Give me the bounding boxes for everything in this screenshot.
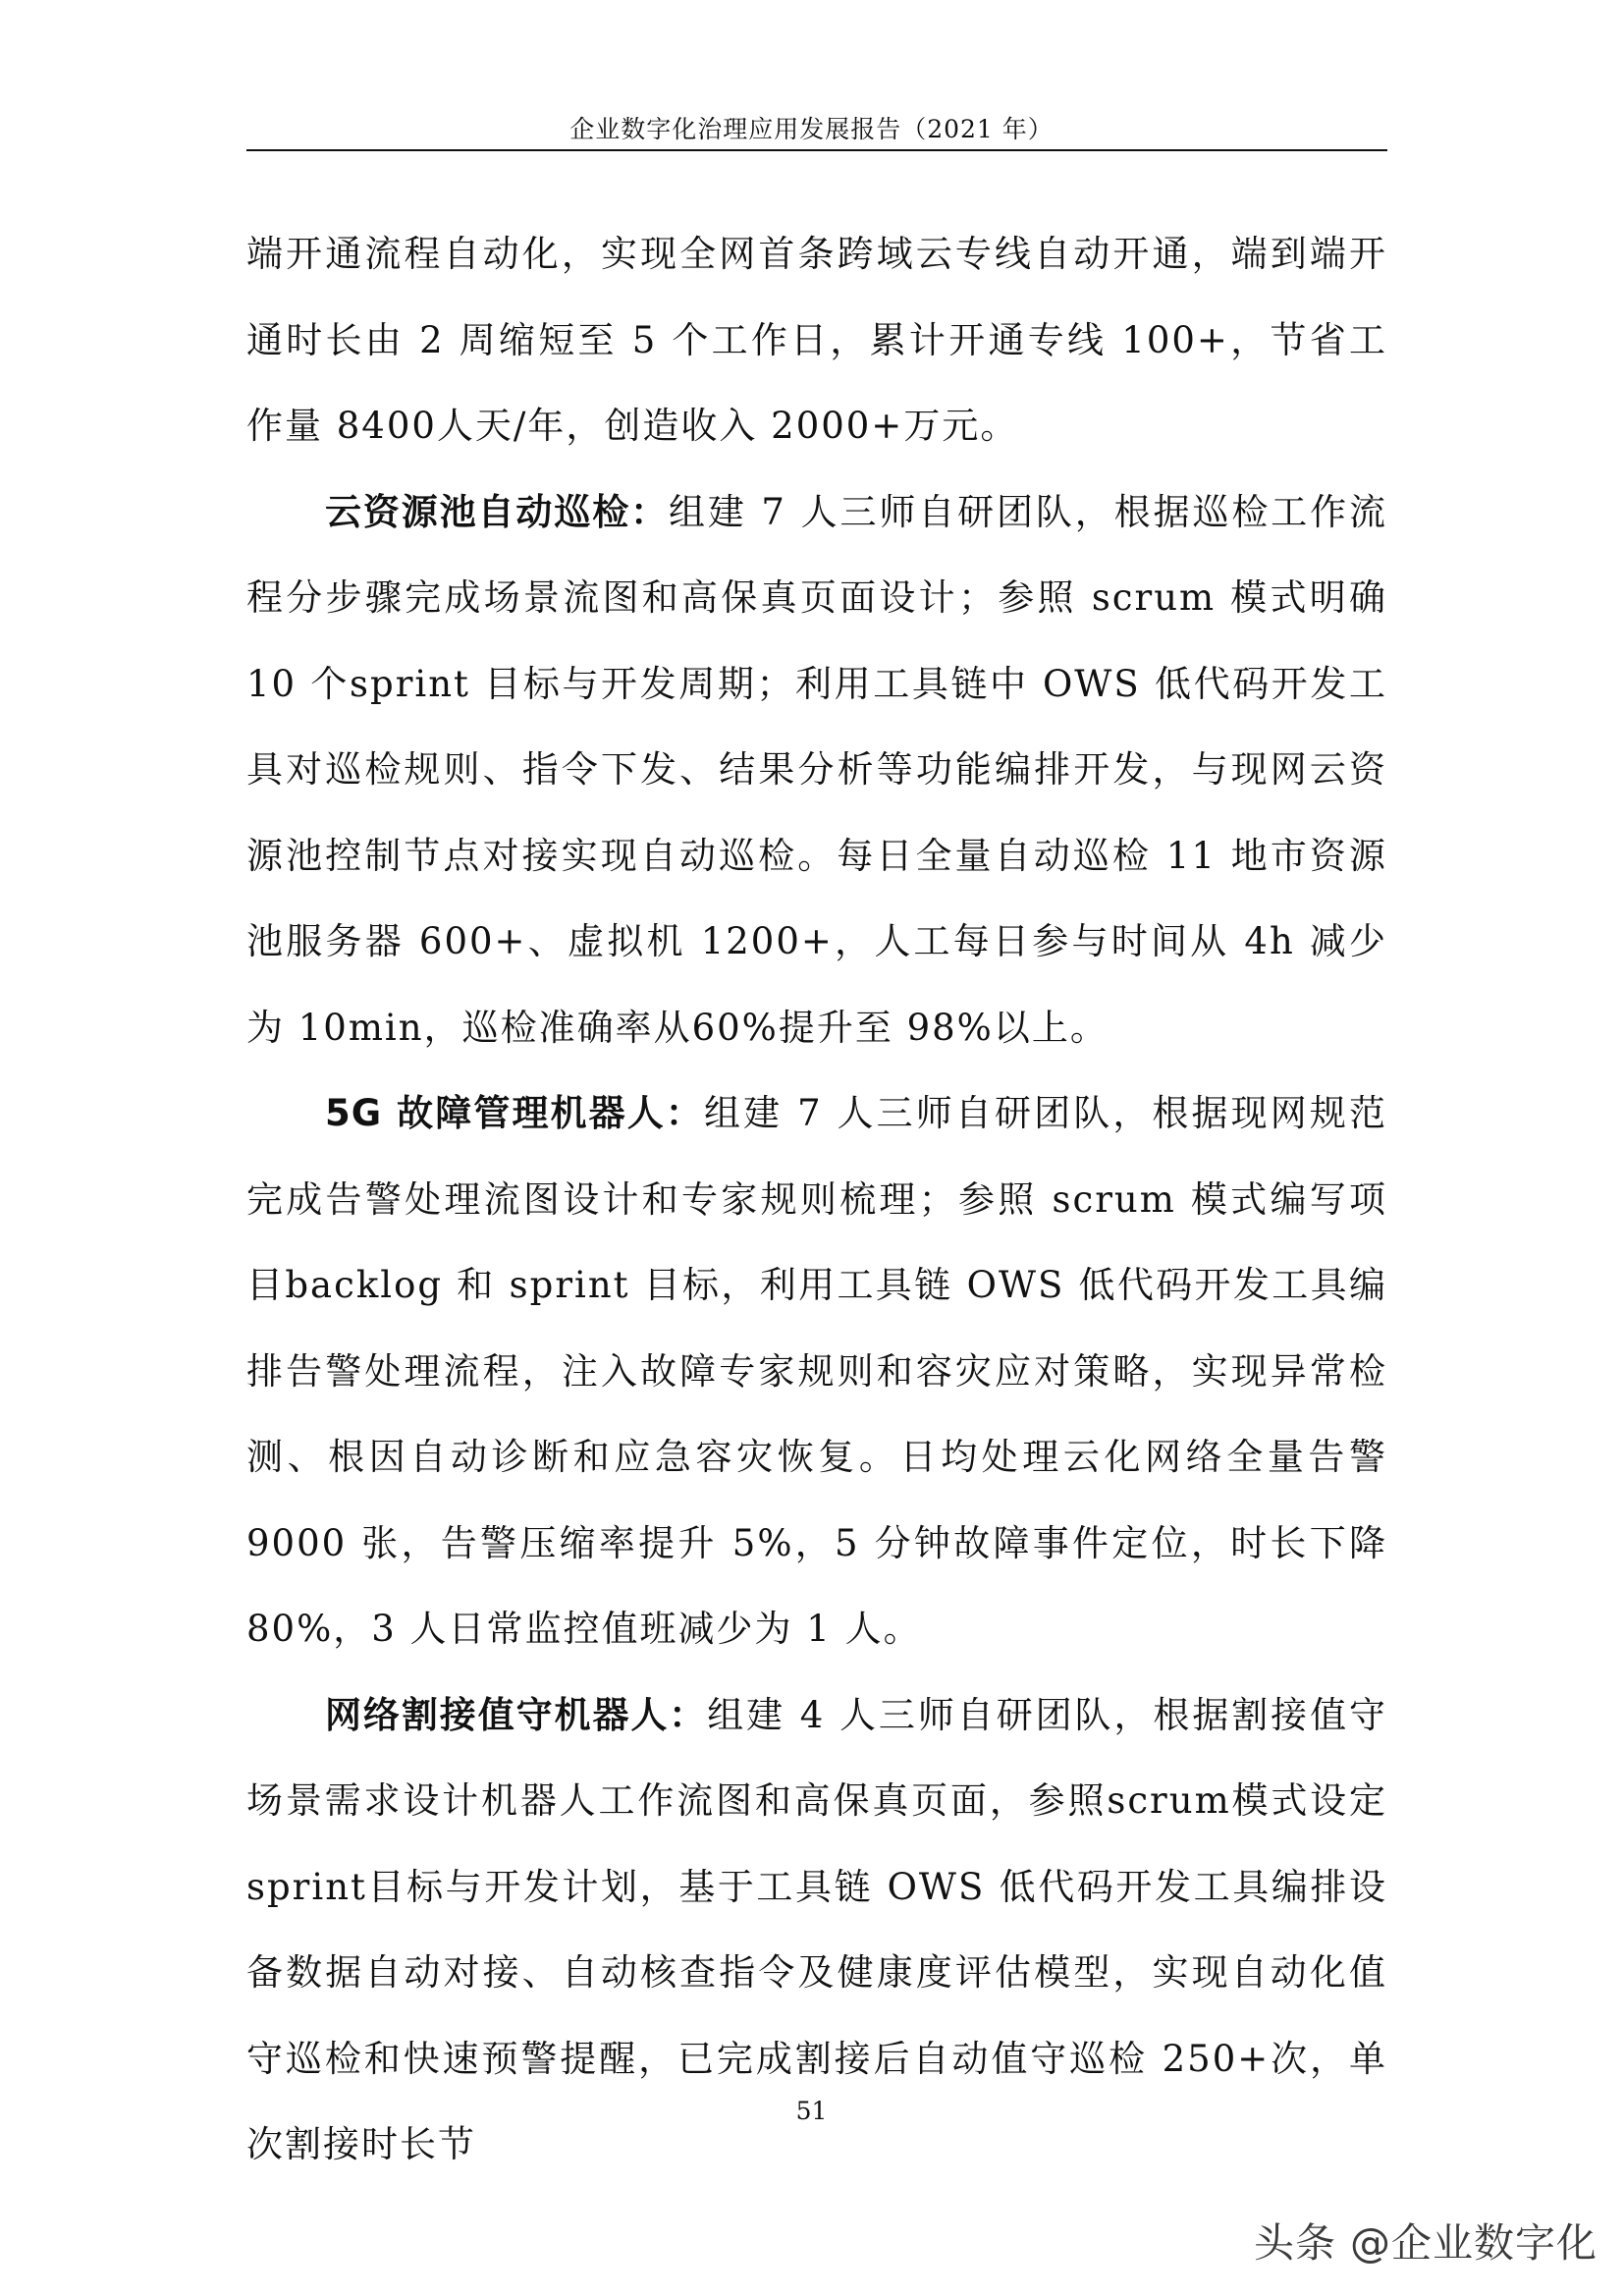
paragraph-lead: 网络割接值守机器人：: [325, 1693, 708, 1736]
document-body: [246, 211, 1387, 2188]
page-header-title: 企业数字化治理应用发展报告（2021 年）: [569, 115, 1054, 143]
paragraph-continuation: [246, 211, 1387, 469]
page-number: 51: [795, 2097, 828, 2125]
source-watermark: 头条 @企业数字化: [1253, 2219, 1597, 2267]
paragraph-cloud-inspection: [246, 469, 1387, 1071]
paragraph-5g-fault-robot: [246, 1070, 1387, 1672]
paragraph-lead: 5G 故障管理机器人：: [325, 1092, 705, 1134]
paragraph-lead: 云资源池自动巡检：: [325, 490, 669, 533]
paragraph-text: 组建 7 人三师自研团队，根据巡检工作流程分步骤完成场景流图和高保真页面设计；参照 scrum 模式明确 10 个sprint 目标与开发周期；利用工具链中 OWS 低代码开发工具对巡检规则、指令下发、结果分析等功能编排开发，与现网云资源池控制节点对接实现自动巡检。每日全量自动巡检 11 地市资源池服务器 600+、虚拟机 1200+，人工每日参与时间从 4h 减少为 10min，巡检准确率从60%提升至 98%以上。: [246, 490, 1388, 1049]
paragraph-text: 端开通流程自动化，实现全网首条跨域云专线自动开通，端到端开通时长由 2 周缩短至 5 个工作日，累计开通专线 100+，节省工作量 8400人天/年，创造收入 2000+万元。: [246, 233, 1387, 447]
paragraph-text: 组建 4 人三师自研团队，根据割接值守场景需求设计机器人工作流图和高保真页面，参照scrum模式设定sprint目标与开发计划，基于工具链 OWS 低代码开发工具编排设备数据自动对接、自动核查指令及健康度评估模型，实现自动化值守巡检和快速预警提醒，已完成割接后自动值守巡检 250+次，单次割接时长节: [246, 1693, 1388, 2165]
header-divider: [246, 149, 1387, 151]
paragraph-text: 组建 7 人三师自研团队，根据现网规范完成告警处理流图设计和专家规则梳理；参照 scrum 模式编写项目backlog 和 sprint 目标，利用工具链 OWS 低代码开发工具编排告警处理流程，注入故障专家规则和容灾应对策略，实现异常检测、根因自动诊断和应急容灾恢复。日均处理云化网络全量告警 9000 张，告警压缩率提升 5%，5 分钟故障事件定位，时长下降 80%，3 人日常监控值班减少为 1 人。: [246, 1092, 1387, 1650]
